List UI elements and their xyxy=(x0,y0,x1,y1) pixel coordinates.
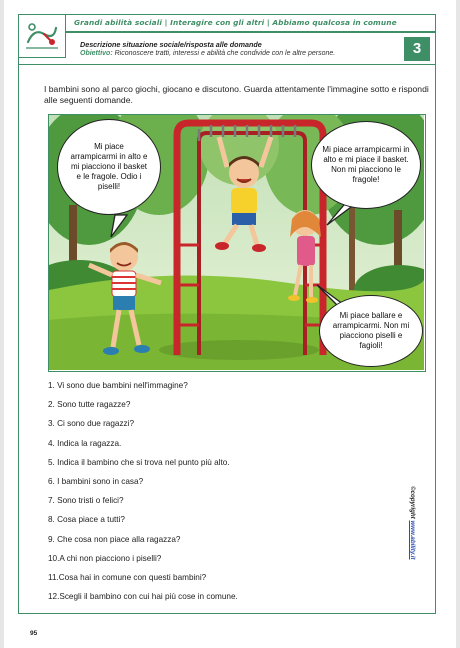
question-item: 1. Vi sono due bambini nell'immagine? xyxy=(48,381,188,390)
copyright-notice xyxy=(406,486,416,586)
intro-text: I bambini sono al parco giochi, giocano e discutono. Guarda attentamente l'immagine sotto e rispondi alle seguenti domande. xyxy=(44,84,429,105)
objective-text: Riconoscere tratti, interessi e abilità che condivide con le altre persone. xyxy=(112,50,336,57)
question-item: 8. Cosa piace a tutti? xyxy=(48,515,125,525)
question-item: 9. Che cosa non piace alla ragazza? xyxy=(48,534,181,544)
speech-bubble-left-text: Mi piace arrampicarmi in alto e mi piacciono il basket e le fragole. Odio i piselli! xyxy=(70,142,148,191)
header-divider xyxy=(66,31,436,33)
description-label: Descrizione situazione sociale/risposta alle domande xyxy=(80,40,262,49)
copyright-prefix: ©copyright xyxy=(409,486,416,521)
question-item: 3. Ci sono due ragazzi? xyxy=(48,419,135,429)
objective-line xyxy=(80,50,335,57)
header-title: Grandi abilità sociali | Interagire con gli altri | Abbiamo qualcosa in comune xyxy=(74,18,397,27)
speech-bubble-bottom xyxy=(319,295,423,367)
question-item: 12.Scegli il bambino con cui hai più cose in comune. xyxy=(48,592,238,602)
speech-bubble-right-text: Mi piace arrampicarmi in alto e mi piace il basket. Non mi piacciono le fragole! xyxy=(322,145,410,184)
playground-illustration xyxy=(48,114,426,372)
question-item: 5. Indica il bambino che si trova nel punto più alto. xyxy=(48,457,230,467)
speech-bubble-right xyxy=(311,121,421,209)
question-item: 4. Indica la ragazza. xyxy=(48,438,122,448)
worksheet-page xyxy=(4,0,456,648)
speech-bubble-left xyxy=(57,119,161,215)
section-divider xyxy=(18,64,436,65)
logo xyxy=(18,14,66,58)
question-list xyxy=(48,380,408,610)
activity-number-badge: 3 xyxy=(404,37,430,61)
question-item: 7. Sono tristi o felici? xyxy=(48,496,124,506)
speech-bubble-bottom-text: Mi piace ballare e arrampicarmi. Non mi piacciono piselli e fagioli! xyxy=(332,311,410,350)
question-item: 10.A chi non piacciono i piselli? xyxy=(48,553,162,563)
social-skills-logo-icon xyxy=(22,18,62,54)
copyright-link[interactable]: www.ability.it xyxy=(409,520,416,560)
page-number: 95 xyxy=(30,630,38,637)
question-item: 11.Cosa hai in comune con questi bambini? xyxy=(48,572,207,582)
objective-label: Obiettivo: xyxy=(80,50,113,57)
question-item: 6. I bambini sono in casa? xyxy=(48,476,144,486)
question-item: 2. Sono tutte ragazze? xyxy=(48,400,131,410)
